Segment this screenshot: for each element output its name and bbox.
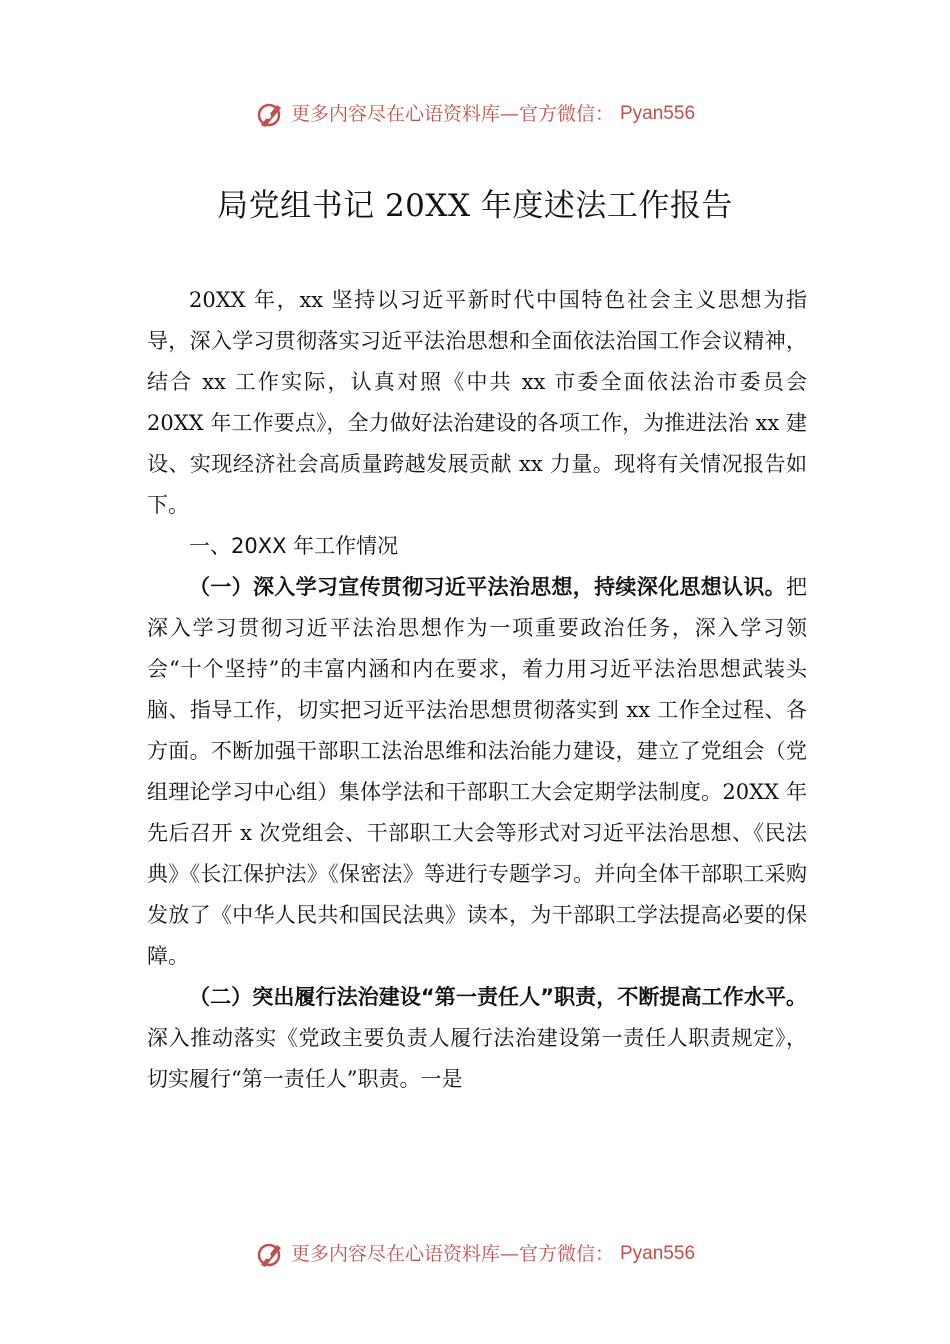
subsection-2-heading: （二）突出履行法治建设“第一责任人”职责，不断提高工作水平。 (189, 985, 807, 1009)
watermark-footer (0, 1239, 950, 1269)
watermark-text: 更多内容尽在心语资料库—官方微信： (290, 1243, 614, 1265)
subsection-1-heading: （一）深入学习宣传贯彻习近平法治思想，持续深化思想认识。 (189, 575, 786, 599)
pen-logo-icon (255, 1239, 285, 1269)
document-title: 局党组书记 20XX 年度述法工作报告 (217, 188, 733, 224)
subsection-2-body: 深入推动落实《党政主要负责人履行法治建设第一责任人职责规定》，切实履行“第一责任人”职责。一是 (147, 1026, 807, 1091)
section-heading: 一、20XX 年工作情况 (189, 534, 399, 558)
intro-paragraph: 20XX 年，xx 坚持以习近平新时代中国特色社会主义思想为指导，深入学习贯彻落实习近平法治思想和全面依法治国工作会议精神，结合 xx 工作实际，认真对照《中共 xx 市委全面依法治市委员会 20XX 年工作要点》，全力做好法治建设的各项工作，为推进法治 xx 建设、实现经济社会高质量跨越发展贡献 xx 力量。现将有关情况报告如下。 (147, 288, 807, 517)
subsection-1-body: 把深入学习贯彻习近平法治思想作为一项重要政治任务，深入学习领会“十个坚持”的丰富内涵和内在要求，着力用习近平法治思想武装头脑、指导工作，切实把习近平法治思想贯彻落实到 xx 工作全过程、各方面。不断加强干部职工法治思维和法治能力建设，建立了党组会（党组理论学习中心组）集体学法和干部职工大会定期学法制度。20XX 年先后召开 x 次党组会、干部职工大会等形式对习近平法治思想、《民法典》《长江保护法》《保密法》等进行专题学习。并向全体干部职工采购发放了《中华人民共和国民法典》读本，为干部职工学法提高必要的保障。 (147, 575, 807, 968)
subsection-1-paragraph (147, 567, 807, 977)
watermark-wechat-id: Pyan556 (620, 1243, 696, 1264)
watermark-wechat-id: Pyan556 (620, 103, 696, 124)
watermark-header (0, 99, 950, 129)
watermark-text: 更多内容尽在心语资料库—官方微信： (290, 103, 614, 125)
subsection-2-paragraph (147, 977, 807, 1100)
document-body (147, 280, 807, 1100)
pen-logo-icon (255, 99, 285, 129)
